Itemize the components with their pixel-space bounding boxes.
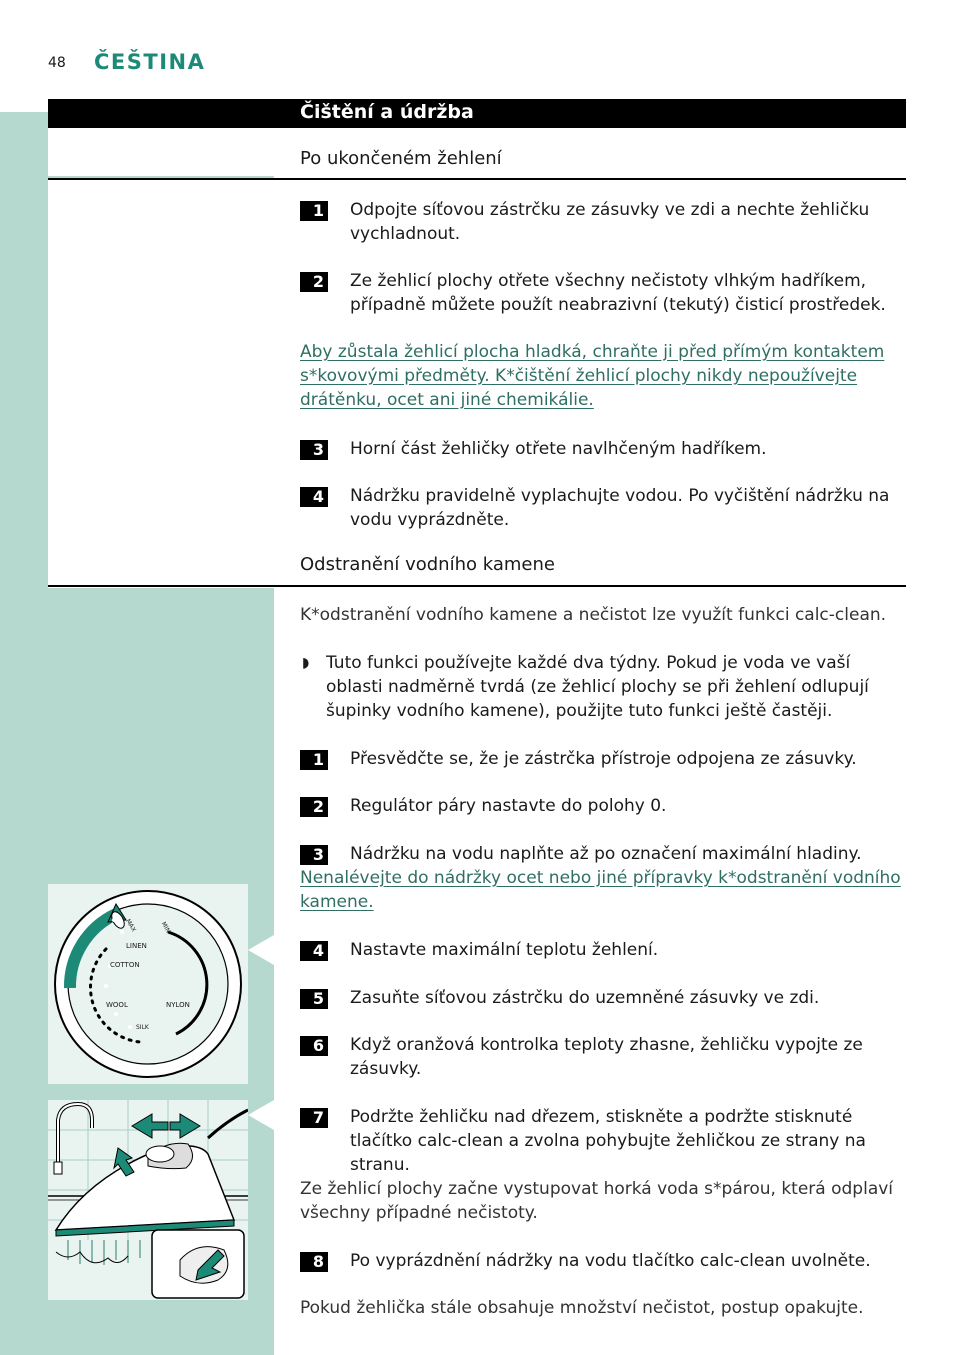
figure-pointer <box>248 935 274 965</box>
step-number: 1 <box>300 750 328 770</box>
step-number: 1 <box>300 201 328 221</box>
step-text: Ze žehlicí plochy otřete všechny nečistoty vlhkým hadříkem, případně můžete použít neabrazivní (tekutý) čisticí prostředek. <box>350 271 886 315</box>
bullet-icon: ◗ <box>302 655 310 671</box>
step-text: Horní část žehličky otřete navlhčeným hadříkem. <box>350 439 767 459</box>
dial-label-max: MAX <box>124 917 138 934</box>
step-number: 8 <box>300 1252 328 1272</box>
figure-pointer <box>248 1100 274 1130</box>
step-text: Zasuňte síťovou zástrčku do uzemněné zásuvky ve zdi. <box>350 988 820 1008</box>
warning-text <box>300 340 910 412</box>
section-bar <box>48 99 906 128</box>
intro-text: K*odstranění vodního kamene a nečistot lze využít funkci calc-clean. <box>300 605 887 625</box>
dial-label-silk: SILK <box>136 1024 149 1031</box>
dial-label-min: MIN <box>159 920 172 935</box>
step-text: Podržte žehličku nad dřezem, stiskněte a podržte stisknuté tlačítko calc-clean a zvolna pohybujte žehličkou ze strany na stranu. <box>350 1107 866 1175</box>
sidebar-white-block <box>48 180 274 588</box>
step-number: 2 <box>300 272 328 292</box>
step-text: Regulátor páry nastavte do polohy 0. <box>350 796 667 816</box>
subheading-descaling: Odstranění vodního kamene <box>300 554 555 575</box>
calc-clean-illustration <box>48 1100 248 1300</box>
dial-graphic <box>48 884 248 1084</box>
language-title: ČEŠTINA <box>94 50 206 74</box>
step-text: Nádržku na vodu naplňte až po označení maximální hladiny. <box>350 844 862 864</box>
subheading-after-ironing: Po ukončeném žehlení <box>300 148 502 169</box>
step-text: Když oranžová kontrolka teploty zhasne, žehličku vypojte ze zásuvky. <box>350 1035 863 1079</box>
dial-label-wool: WOOL <box>106 1001 128 1009</box>
step-text: Odpojte síťovou zástrčku ze zásuvky ve zdi a nechte žehličku vychladnout. <box>350 200 870 244</box>
result-text: Ze žehlicí plochy začne vystupovat horká voda s*párou, která odplaví všechny případné nečistoty. <box>300 1179 894 1223</box>
page-number: 48 <box>48 55 66 71</box>
section-title: Čištění a údržba <box>300 101 474 123</box>
step-text: Nádržku pravidelně vyplachujte vodou. Po vyčištění nádržku na vodu vyprázdněte. <box>350 486 890 530</box>
closing-text: Pokud žehlička stále obsahuje množství nečistot, postup opakujte. <box>300 1298 864 1318</box>
step-number: 3 <box>300 440 328 460</box>
step-text: Přesvědčte se, že je zástrčka přístroje odpojena ze zásuvky. <box>350 749 857 769</box>
dial-label-nylon: NYLON <box>166 1001 190 1009</box>
step-number: 2 <box>300 797 328 817</box>
step-number: 5 <box>300 989 328 1009</box>
step-number: 4 <box>300 487 328 507</box>
dial-label-linen: LINEN <box>126 942 147 950</box>
step-number: 4 <box>300 941 328 961</box>
step-text: Po vyprázdnění nádržky na vodu tlačítko calc-clean uvolněte. <box>350 1251 871 1271</box>
step-number: 6 <box>300 1036 328 1056</box>
dial-label-cotton: COTTON <box>110 961 140 969</box>
divider <box>48 585 906 587</box>
step-text: Nastavte maximální teplotu žehlení. <box>350 940 659 960</box>
step-number: 7 <box>300 1108 328 1128</box>
iron-graphic <box>48 1100 248 1300</box>
warning-text-content: Aby zůstala žehlicí plocha hladká, chraňte ji před přímým kontaktem s*kovovými předměty. K*čištění žehlicí plochy nikdy nepoužívejte drátěnku, ocet ani jiné chemikálie. <box>300 342 885 410</box>
step-number: 3 <box>300 845 328 865</box>
bullet-text: Tuto funkci používejte každé dva týdny. Pokud je voda ve vaší oblasti nadměrně tvrdá (ze žehlicí plochy se při žehlení odlupují šupinky vodního kamene), použijte tuto funkci ještě častěji. <box>326 653 869 721</box>
warning-text <box>300 866 910 914</box>
warning-text-content: Nenalévejte do nádržky ocet nebo jiné přípravky k*odstranění vodního kamene. <box>300 868 901 912</box>
temperature-dial-illustration <box>48 884 248 1084</box>
